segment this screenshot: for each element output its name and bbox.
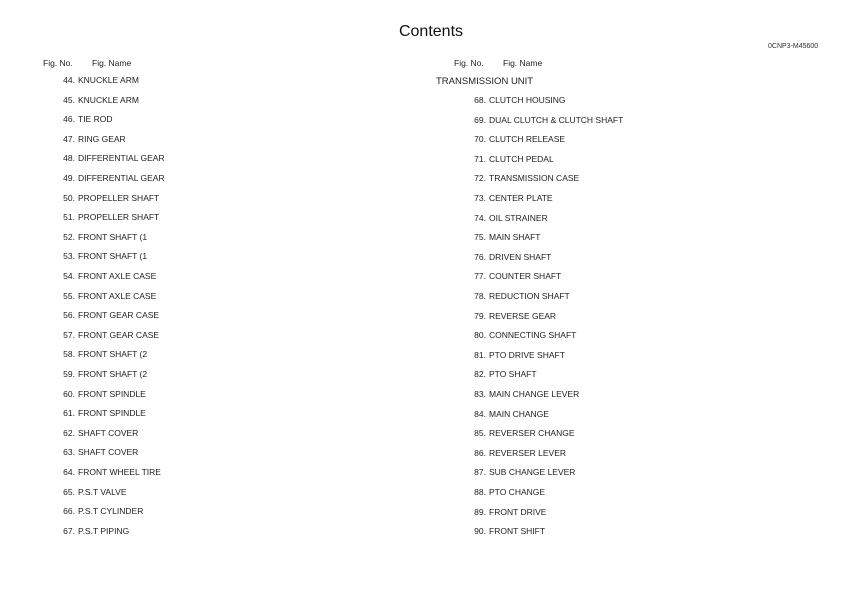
fig-number: 81. — [474, 349, 486, 360]
fig-name: COUNTER SHAFT — [489, 271, 562, 282]
fig-no-header: Fig. No. — [43, 58, 73, 68]
fig-name: KNUCKLE ARM — [78, 75, 139, 85]
fig-name-header: Fig. Name — [92, 58, 132, 68]
fig-name: REVERSER CHANGE — [489, 428, 575, 439]
fig-number: 71. — [474, 153, 486, 164]
fig-name: SUB CHANGE LEVER — [489, 467, 576, 478]
fig-number: 87. — [474, 467, 486, 478]
fig-number: 44. — [63, 75, 75, 85]
fig-number: 90. — [474, 526, 486, 537]
fig-number: 89. — [474, 506, 486, 517]
fig-name: CLUTCH PEDAL — [489, 153, 554, 164]
fig-name: CONNECTING SHAFT — [489, 330, 577, 341]
fig-name: P.S.T PIPING — [78, 525, 130, 536]
fig-number: 53. — [63, 251, 75, 262]
fig-name: MAIN CHANGE LEVER — [489, 389, 580, 399]
fig-name: FRONT AXLE CASE — [78, 290, 157, 301]
fig-number: 82. — [474, 369, 486, 380]
fig-name: PROPELLER SHAFT — [78, 212, 160, 223]
fig-number: 83. — [474, 389, 486, 399]
fig-number: 69. — [474, 114, 486, 125]
fig-name: REVERSE GEAR — [489, 310, 557, 321]
fig-name: CLUTCH HOUSING — [489, 95, 566, 105]
fig-number: 54. — [63, 271, 75, 281]
fig-name: CENTER PLATE — [489, 193, 553, 203]
fig-number: 57. — [63, 329, 75, 340]
fig-name: TRANSMISSION CASE — [489, 173, 580, 184]
fig-number: 88. — [474, 487, 486, 497]
fig-name: FRONT GEAR CASE — [78, 310, 160, 321]
fig-name: FRONT SHAFT (1 — [78, 251, 148, 262]
fig-name: FRONT GEAR CASE — [78, 329, 160, 340]
fig-number: 85. — [474, 428, 486, 439]
fig-name: FRONT SHIFT — [489, 526, 546, 537]
fig-number: 52. — [63, 231, 75, 242]
fig-name: P.S.T CYLINDER — [78, 506, 144, 517]
fig-name: FRONT SHAFT (2 — [78, 349, 148, 360]
fig-number: 64. — [63, 467, 75, 477]
fig-name: FRONT SPINDLE — [78, 388, 146, 399]
fig-number: 61. — [63, 408, 75, 419]
fig-number: 55. — [63, 290, 75, 301]
fig-number: 47. — [63, 133, 75, 144]
fig-number: 58. — [63, 349, 75, 360]
fig-name: PROPELLER SHAFT — [78, 192, 160, 203]
fig-number: 51. — [63, 212, 75, 223]
fig-number: 68. — [474, 95, 486, 105]
fig-name: DIFFERENTIAL GEAR — [78, 173, 165, 183]
fig-number: 72. — [474, 173, 486, 184]
fig-name: P.S.T VALVE — [78, 486, 127, 497]
fig-number: 46. — [63, 114, 75, 125]
fig-name: REVERSER LEVER — [489, 447, 566, 458]
fig-number: 70. — [474, 134, 486, 145]
fig-number: 76. — [474, 251, 486, 262]
fig-number: 78. — [474, 291, 486, 301]
fig-name: PTO CHANGE — [489, 487, 546, 497]
fig-number: 48. — [63, 153, 75, 164]
section-heading: TRANSMISSION UNIT — [436, 76, 534, 87]
fig-name: KNUCKLE ARM — [78, 94, 139, 105]
fig-name: DUAL CLUTCH & CLUTCH SHAFT — [489, 114, 624, 125]
fig-number: 62. — [63, 427, 75, 438]
fig-number: 63. — [63, 447, 75, 458]
fig-name: TIE ROD — [78, 114, 113, 125]
fig-name: CLUTCH RELEASE — [489, 134, 566, 145]
fig-name: MAIN SHAFT — [489, 232, 541, 243]
fig-name: PTO DRIVE SHAFT — [489, 349, 565, 360]
fig-name: FRONT SPINDLE — [78, 408, 146, 419]
page-title: Contents — [398, 23, 464, 40]
fig-number: 73. — [474, 193, 486, 203]
fig-name: FRONT AXLE CASE — [78, 271, 157, 281]
fig-number: 50. — [63, 192, 75, 203]
fig-name: RING GEAR — [78, 133, 126, 144]
fig-name: DIFFERENTIAL GEAR — [78, 153, 165, 164]
fig-name: FRONT SHAFT (2 — [78, 369, 148, 379]
fig-number: 59. — [63, 369, 75, 379]
fig-number: 66. — [63, 506, 75, 517]
fig-number: 79. — [474, 310, 486, 321]
fig-name: SHAFT COVER — [78, 427, 139, 438]
fig-number: 75. — [474, 232, 486, 243]
fig-number: 45. — [63, 94, 75, 105]
fig-name: REDUCTION SHAFT — [489, 291, 570, 301]
fig-number: 80. — [474, 330, 486, 341]
fig-number: 74. — [474, 212, 486, 223]
document-id: 0CNP3-M45600 — [768, 43, 819, 50]
fig-name: FRONT DRIVE — [489, 506, 547, 517]
fig-number: 65. — [63, 486, 75, 497]
fig-name-header: Fig. Name — [503, 58, 543, 68]
fig-number: 60. — [63, 388, 75, 399]
fig-number: 77. — [474, 271, 486, 282]
fig-name: PTO SHAFT — [489, 369, 537, 380]
fig-name: FRONT WHEEL TIRE — [78, 467, 161, 477]
fig-name: DRIVEN SHAFT — [489, 251, 552, 262]
fig-number: 49. — [63, 173, 75, 183]
fig-number: 67. — [63, 525, 75, 536]
fig-number: 86. — [474, 447, 486, 458]
fig-name: OIL STRAINER — [489, 212, 548, 223]
fig-name: SHAFT COVER — [78, 447, 139, 458]
fig-number: 84. — [474, 408, 486, 419]
fig-number: 56. — [63, 310, 75, 321]
fig-name: FRONT SHAFT (1 — [78, 231, 148, 242]
fig-no-header: Fig. No. — [454, 58, 484, 68]
fig-name: MAIN CHANGE — [489, 408, 549, 419]
